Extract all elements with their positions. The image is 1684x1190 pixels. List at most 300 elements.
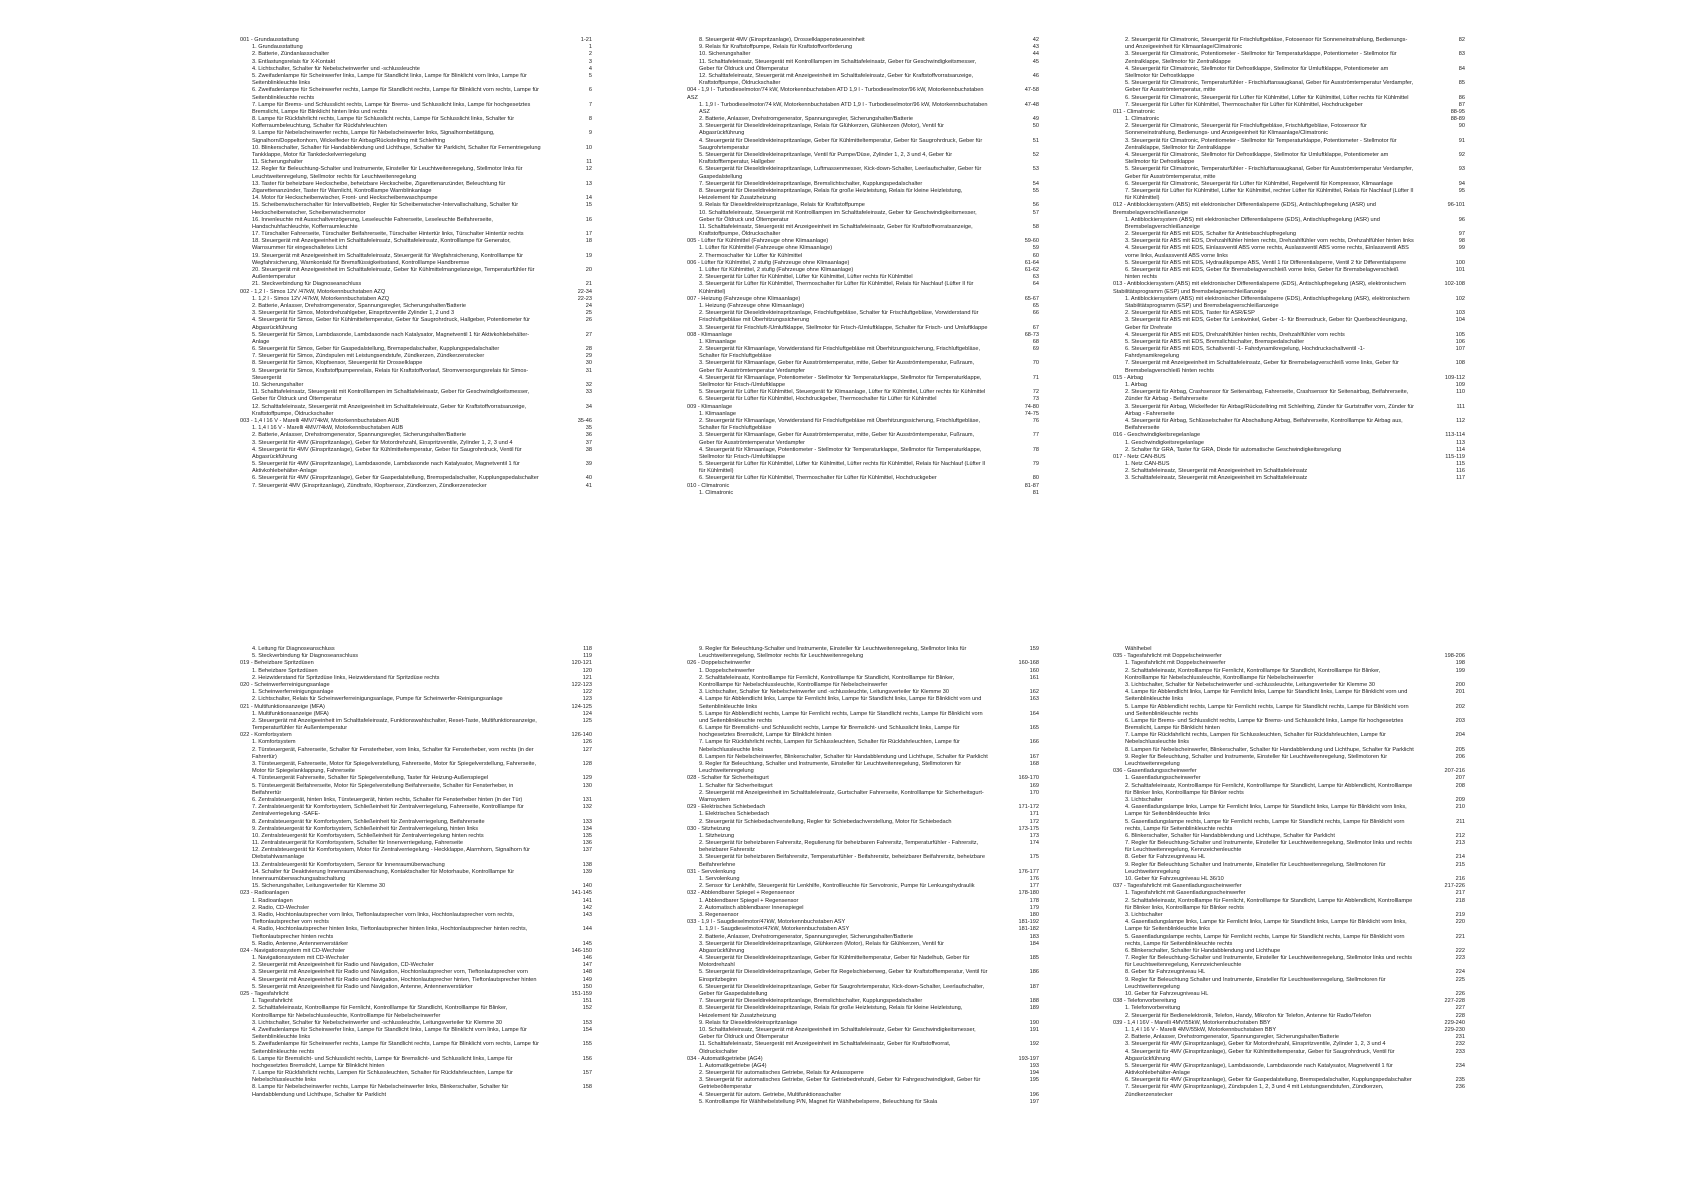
toc-entry-page: 68 [1032, 338, 1039, 345]
toc-entry [1113, 95, 1465, 102]
toc-entry [240, 668, 592, 675]
toc-entry-page: 76 [1032, 417, 1039, 424]
toc-entry-title: 3. Steuergerät für Frischluft-/Umluftklappe, Stellmotor für Frisch-/Umluftklappe, Schalter für Frisch- und Umluftklappe [699, 324, 988, 331]
toc-entry-page: 173-175 [1018, 825, 1039, 832]
toc-entry-page: 64 [1032, 281, 1039, 288]
toc-entry-page: 117 [1456, 475, 1465, 482]
toc-entry-page: 111 [1456, 403, 1465, 410]
toc-entry-title: 15. Scheibenwischerschalter für Intervallbetrieb, Regler für Scheibenwischer-Intervallschaltung, Schalter für Heckscheibenwischer, Scheibenwischermotor [252, 202, 519, 216]
toc-entry [1113, 238, 1465, 245]
toc-entry-title: 032 - Abblendbarer Spiegel + Regensensor [687, 890, 795, 897]
toc-entry-page: 228 [1455, 1012, 1465, 1019]
toc-entry-page: 101 [1455, 267, 1465, 273]
toc-entry-title: 4. Gasentladungslampe links, Lampe für Fernlicht links, Lampe für Standlicht links, Lampe für Blinklicht vorn links, Lampe für Seitenblinkleuchte links [1125, 919, 1407, 933]
toc-entry-title: 1. Geschwindigkeitsregelanlage [1125, 439, 1204, 446]
toc-entry-page: 207-216 [1444, 768, 1465, 775]
toc-entry-page: 72 [1032, 389, 1039, 396]
toc-entry [240, 317, 592, 331]
toc-entry [1113, 732, 1465, 746]
toc-entry-page: 205 [1455, 746, 1465, 753]
toc-entry-page: 107 [1455, 346, 1465, 353]
toc-entry-title: 3. Steuergerät für Simos, Motordrehzahlgeber, Einspritzventile Zylinder 1, 2 und 3 [252, 310, 455, 317]
toc-entry-title: 7. Steuergerät mit Anzeigeeinheit im Schalttafeleinsatz, Geber für Bremsbelagverschleiß vorne links, Geber für Bremsbelagverschleiß hinten rechts [1125, 360, 1399, 374]
toc-entry-page: 167 [1029, 753, 1039, 760]
toc-entry [240, 998, 592, 1005]
toc-entry [1113, 188, 1465, 202]
toc-entry-page: 146-150 [571, 947, 592, 954]
toc-entry-title: 7. Regler für Beleuchtung-Schalter und Instrumente, Einsteller für Leuchtweitenregelung, Stellmotor links und rechts für Leuchtweitenregelung, Kennzeichenleuchte [1125, 955, 1412, 969]
toc-entry [240, 984, 592, 991]
toc-entry-page: 184 [1029, 940, 1039, 947]
toc-entry [687, 123, 1039, 137]
toc-entry-page: 4 [588, 65, 592, 72]
toc-entry [687, 1020, 1039, 1027]
toc-entry-title: 3. Steuergerät für ABS mit EDS, Drehzahlfühler hinten rechts, Drehzahlfühler vorn rechts, Drehzahlfühler hinten links [1125, 238, 1414, 245]
toc-entry-title: 5. Zweifadenlampe für Scheinwerfer rechts, Lampe für Standlicht rechts, Lampe für Blinklicht vorn rechts, Lampe für Seitenblinkleuchte rechts [252, 1041, 539, 1055]
toc-entry [1113, 418, 1465, 432]
toc-entry-page: 124-125 [571, 703, 592, 710]
toc-entry [687, 346, 1039, 360]
toc-entry-page: 175 [1029, 854, 1039, 861]
toc-entry [1113, 704, 1465, 718]
toc-entry [687, 152, 1039, 166]
toc-entry-title: 1. 1,9 l - Turbodieselmotor/74 kW, Motorkennbuchstaben ATD 1,9 l - Turbodieselmotor/96 kW, Motorkennbuchstaben ASZ [699, 101, 988, 115]
toc-entry-title: 1. Gasentladungsscheinwerfer [1125, 775, 1201, 782]
toc-entry [1113, 166, 1465, 180]
toc-entry [1113, 783, 1465, 797]
toc-section-heading [240, 732, 592, 739]
toc-entry [240, 44, 592, 51]
toc-entry-page: 81-87 [1024, 482, 1039, 489]
toc-section-heading [240, 890, 592, 897]
toc-entry [687, 73, 1039, 87]
toc-entry [1113, 668, 1465, 682]
toc-entry-page: 29 [585, 353, 592, 360]
toc-entry-title: 2. Heizwiderstand für Spritzdüse links, Heizwiderstand für Spritzdüse rechts [252, 674, 440, 681]
toc-entry-title: 4. Leitung für Diagnoseanschluss [252, 646, 335, 652]
toc-entry [687, 739, 1039, 753]
toc-entry-title: 5. Steuergerät für Lüfter für Kühlmittel, Steuergerät für Klimaanlage, Lüfter für Kühlmittel, Lüfter rechts für Kühlmittel [699, 389, 986, 396]
toc-entry [240, 238, 592, 252]
toc-entry-title: 1. 1,4 l 16 V - Marelli 4MV/55kW, Motorkennbuchstaben BBY [1125, 1026, 1277, 1033]
toc-entry [687, 819, 1039, 826]
toc-entry-title: 2. Batterie, Anlasser, Drehstromgenerator, Spannungsregler, Sicherungshalter/Batterie [252, 432, 466, 439]
toc-entry-title: 2. Steuergerät für Schiebedachverstellung, Regler für Schiebedachverstellung, Motor für Schiebedach [699, 818, 952, 825]
toc-entry-title: 036 - Gasentladungsscheinwerfer [1113, 768, 1197, 775]
toc-entry-page: 198-206 [1444, 653, 1465, 660]
toc-entry [687, 274, 1039, 281]
toc-entry [240, 475, 592, 482]
toc-entry-title: 15. Sicherungshalter, Leitungsverteiler für Klemme 30 [252, 883, 386, 890]
toc-entry-title: 19. Steuergerät mit Anzeigeeinheit im Schalttafeleinsatz, Steuergerät für Wegfahrsicherung, Kontrolllampe für Wegfahrsicherung, Warnkontakt für Bremsflüssigkeitsstand, Kontrolllampe Handbremse [252, 252, 524, 266]
toc-entry-page: 82 [1458, 37, 1465, 43]
toc-entry-title: 3. Steuergerät für Dieseldirekteinspritzanlage, Glühkerzen (Motor), Relais für Glühkerzen, Ventil für Abgasrückführung [699, 940, 944, 954]
toc-entry-title: 6. Lampe für Bremslicht- und Schlusslicht rechts, Lampe für Bremslicht- und Schlusslicht links, Lampe für hochgesetztes Bremslicht, Lampe für Blinklicht hinten [252, 1055, 513, 1069]
toc-entry-page: 35-46 [577, 417, 592, 424]
toc-entry [240, 360, 592, 367]
toc-entry [687, 44, 1039, 51]
toc-entry-page: 154 [582, 1026, 592, 1033]
toc-entry-page: 66 [1032, 310, 1039, 317]
toc-entry [1113, 747, 1465, 754]
toc-entry-page: 70 [1032, 360, 1039, 367]
toc-entry [1113, 934, 1465, 948]
toc-column-top-right [1113, 37, 1465, 483]
toc-entry [240, 797, 592, 804]
toc-entry-title: 8. Lampen für Nebelscheinwerfer, Blinkerschalter, Schalter für Handabblendung und Lichthupe, Schalter für Parklicht [699, 753, 988, 760]
toc-entry-title: 3. Regensensor [699, 911, 739, 918]
toc-entry [1113, 912, 1465, 919]
toc-entry-title: 5. Steckverbindung für Diagnoseanschluss [252, 653, 359, 660]
toc-entry-title: 005 - Lüfter für Kühlmittel (Fahrzeuge ohne Klimaanlage) [687, 238, 829, 245]
toc-section-heading [1113, 768, 1465, 775]
toc-entry-title: 10. Zentralsteuergerät für Komfortsystem, Schließeinheit für Zentralverriegelung hinten rechts [252, 832, 484, 839]
toc-entry-page: 225 [1455, 976, 1465, 983]
toc-entry [687, 375, 1039, 389]
toc-entry-page: 138 [582, 861, 592, 868]
toc-entry [1113, 689, 1465, 703]
toc-entry-title: 5. Steuergerät für Dieseldirekteinspritzanlage, Geber für Regelschieberweg, Geber für Kraftstofftemperatur, Ventil für Einspritzbeginn [699, 969, 988, 983]
toc-entry [687, 833, 1039, 840]
toc-entry-page: 200 [1455, 681, 1465, 688]
toc-entry-page: 51 [1032, 137, 1039, 144]
toc-entry [240, 912, 592, 926]
toc-entry-title: 033 - 1,9 l - Saugdieselmotor/47kW, Motorkennbuchstaben ASY [687, 919, 846, 926]
toc-entry [240, 883, 592, 890]
toc-entry-page: 151-159 [571, 991, 592, 997]
toc-entry-title: 13. Zentralsteuergerät für Komfortsystem, Sensor für Innenraumüberwachung [252, 861, 445, 868]
toc-entry-title: 9. Zentralsteuergerät für Komfortsystem, Schließeinheit für Zentralverriegelung, hinten links [252, 825, 479, 832]
toc-entry [687, 461, 1039, 475]
toc-entry-page: 32 [585, 382, 592, 388]
toc-entry-page: 1 [588, 44, 592, 51]
toc-entry [240, 202, 592, 216]
toc-entry-title: 1. Radioanlagen [252, 897, 293, 904]
toc-entry-page: 217-226 [1444, 883, 1465, 890]
toc-entry-page: 99 [1458, 245, 1465, 252]
toc-entry-page: 65-67 [1024, 295, 1039, 302]
toc-entry-title: 11. Sicherungshalter [252, 159, 303, 166]
toc-entry-title: 037 - Tagesfahrlicht mit Gasentladungsscheinwerfer [1113, 883, 1242, 890]
toc-entry [687, 754, 1039, 761]
toc-entry-page: 137 [582, 847, 592, 854]
toc-entry-page: 30 [585, 360, 592, 367]
toc-entry-title: 12. Schalttafeleinsatz, Steuergerät mit Anzeigeeinheit im Schalttafeleinsatz, Geber für Kraftstoffvorratsanzeige, Kraftstoffpumpe, Öldruckschalter [699, 72, 974, 87]
toc-entry-title: 2. Schalttafeleinsatz, Kontrolllampe für Fernlicht, Kontrolllampe für Standlicht, Kontrolllampe für Blinker, Kontrolllampe für Nebelschlussleuchte, Kontrolllampe für Nebelscheinwerfer [1125, 667, 1381, 681]
toc-entry-title: 7. Lampe für Rückfahrlicht rechts, Lampen für Schlussleuchten, Schalter für Rückfahrleuchten, Lampe für Nebelschlussleuchte links [252, 1070, 513, 1084]
toc-entry-title: 3. Steuergerät für 4MV (Einspritzanlage), Geber für Motordrehzahl, Einspritzventile, Zylinder 1, 2, 3 und 4 [252, 439, 513, 446]
toc-entry-title: 2. Steuergerät für ABS mit EDS, Taster für ASR/ESP [1125, 310, 1255, 317]
toc-entry-title: 1. Beheizbare Spritzdüsen [252, 667, 318, 674]
toc-entry-page: 162 [1029, 689, 1039, 696]
toc-entry-page: 46 [1032, 72, 1039, 79]
toc-entry-page: 16 [585, 216, 592, 223]
toc-entry-page: 185 [1029, 955, 1039, 962]
toc-entry [240, 353, 592, 360]
toc-entry-title: 6. Steuergerät für Lüfter für Kühlmittel, Thermoschalter für Lüfter für Kühlmittel, Hochdruckgeber [699, 475, 937, 482]
toc-entry [687, 783, 1039, 790]
toc-entry-title: 9. Lampe für Nebelscheinwerfer rechts, Lampe für Nebelscheinwerfer links, Signalhornbetätigung, Signalhorn/Doppeltonhorn, Wickelfeder für Airbag/Rückstellring mit Schleifring [252, 130, 495, 144]
toc-entry-page: 11 [586, 159, 592, 166]
toc-entry-page: 222 [1455, 947, 1465, 954]
toc-entry [240, 840, 592, 847]
toc-entry [687, 475, 1039, 482]
toc-entry [1113, 854, 1465, 861]
toc-entry-page: 203 [1455, 717, 1465, 724]
toc-entry-page: 40 [585, 475, 592, 482]
toc-entry [1113, 310, 1465, 317]
toc-entry-page: 94 [1458, 180, 1465, 187]
toc-entry-page: 134 [582, 825, 592, 832]
toc-entry-page: 12 [585, 166, 592, 173]
toc-entry-page: 158 [582, 1084, 592, 1091]
toc-entry [1113, 260, 1465, 267]
toc-entry-title: 5. Steuergerät für Dieseldirekteinspritzanlage, Ventil für Pumpe/Düse, Zylinder 1, 2, 3 und 4, Geber für Kraftstofftemperatur, Hallgeber [699, 152, 953, 166]
toc-entry-page: 98 [1458, 238, 1465, 245]
toc-entry-title: 11. Schalttafeleinsatz, Steuergerät mit Kontrolllampen im Schalttafeleinsatz, Geber für Geschwindigkeitsmesser, Geber für Öldruck und Öltemperatur [699, 58, 977, 72]
toc-entry-page: 119 [583, 653, 592, 660]
toc-entry-page: 47-58 [1024, 87, 1039, 94]
toc-entry [687, 725, 1039, 739]
toc-entry [240, 59, 592, 66]
toc-entry-title: 2. Steuergerät für Climatronic, Steuergerät für Frischluftgebläse, Frischluftgebläse, Fotosensor für Sonneneinstrahlung, Bedienungs- und Anzeigeeinheit für Klimaanlage/Climatronic [1125, 123, 1367, 137]
toc-entry-page: 196 [1029, 1091, 1039, 1098]
toc-entry-title: 7. Steuergerät für 4MV (Einspritzanlage), Zündspulen 1, 2, 3 und 4 mit Leistungsendstufen, Zündkerzen, Zündkerzenstecker [1125, 1084, 1384, 1098]
toc-entry-title: 6. Steuergerät für 4MV (Einspritzanlage), Geber für Gaspedalstellung, Bremspedalschalter, Kupplungspedalschalter [1125, 1077, 1412, 1084]
toc-entry-title: 1. Netz CAN-BUS [1125, 461, 1170, 468]
toc-entry [687, 490, 1039, 497]
toc-entry-page: 136 [582, 840, 592, 847]
toc-section-heading [1113, 653, 1465, 660]
toc-entry-page: 213 [1455, 840, 1465, 847]
toc-entry [1113, 969, 1465, 976]
toc-entry-page: 120-121 [571, 660, 592, 667]
toc-section-heading [687, 660, 1039, 667]
toc-entry [687, 711, 1039, 725]
toc-entry-page: 140 [582, 883, 592, 890]
toc-entry [240, 346, 592, 353]
toc-entry-page: 69 [1032, 346, 1039, 353]
toc-entry [1113, 660, 1465, 667]
toc-entry-title: 3. Türsteuergerät, Fahrerseite, Motor für Spiegelverstellung, Fahrerseite, Motor für Spiegelverstellung, Fahrerseite, Motor für Spiegelanklappung, Fahrerseite [252, 761, 537, 775]
toc-entry-title: 9. Regler für Beleuchtung, Schalter und Instrumente, Einsteller für Leuchtweitenregelung, Stellmotoren für Leuchtweitenregelung [1125, 753, 1388, 767]
toc-entry [687, 1027, 1039, 1041]
toc-entry-page: 17 [585, 231, 592, 238]
toc-entry-title: 7. Steuergerät 4MV (Einspritzanlage), Zündtrafo, Klopfsensor, Zündkerzen, Zündkerzenstecker [252, 482, 487, 489]
toc-entry-title: 1. Klimaanlage [699, 410, 737, 417]
toc-entry-page: 77 [1032, 432, 1039, 439]
toc-entry [687, 389, 1039, 396]
toc-entry-title: 7. Lampe für Brems- und Schlusslicht rechts, Lampe für Brems- und Schlusslicht links, Lampe für hochgesetztes Bremslicht, Lampe für Blinklicht hinten links und rechts [252, 101, 531, 115]
toc-entry-page: 186 [1029, 969, 1039, 976]
toc-entry-title: 038 - Telefonvorbereitung [1113, 998, 1177, 1005]
toc-entry [240, 102, 592, 116]
toc-entry-page: 81 [1032, 489, 1039, 496]
toc-entry-page: 15 [585, 202, 592, 209]
toc-entry [1113, 296, 1465, 310]
toc-entry-title: 2. Steuergerät für automatisches Getriebe, Relais für Anlasssperre [699, 1070, 864, 1077]
toc-entry-page: 127 [582, 746, 592, 753]
toc-entry-page: 28 [585, 346, 592, 353]
toc-entry [240, 898, 592, 905]
toc-entry [687, 447, 1039, 461]
toc-entry-title: 5. Zweifadenlampe für Scheinwerfer links, Lampe für Standlicht links, Lampe für Blinklicht vorn links, Lampe für Seitenblinkleuchte links [252, 72, 527, 87]
toc-entry-page: 214 [1455, 854, 1465, 861]
toc-entry [1113, 1034, 1465, 1041]
toc-section-heading [1113, 454, 1465, 461]
toc-section-heading [240, 418, 592, 425]
toc-entry [240, 87, 592, 101]
toc-entry [240, 382, 592, 389]
toc-entry-page: 65 [1032, 302, 1039, 309]
toc-entry-page: 5 [588, 72, 592, 79]
toc-entry-title: 6. Steuergerät für Lüfter für Kühlmittel, Hochdruckgeber, Thermoschalter für Lüfter für Kühlmittel [699, 396, 937, 403]
toc-entry-page: 61-64 [1024, 259, 1039, 266]
toc-entry-title: 2. Steuergerät für ABS mit EDS, Schalter für Antriebsschlupfregelung [1125, 231, 1297, 238]
toc-entry-page: 36 [585, 432, 592, 439]
toc-entry-page: 170 [1029, 789, 1039, 796]
toc-entry-page: 204 [1455, 732, 1465, 739]
toc-entry-title: 21. Steckverbindung für Diagnoseanschluss [252, 281, 362, 288]
toc-entry-title: 10. Geber für Fahrzeugniveau HL [1125, 991, 1209, 997]
toc-entry-title: 5. Steuergerät für Climatronic, Temperaturfühler - Frischluftansaugkanal, Geber für Ausströmtemperatur Verdampfer, Geber für Ausströmtemperatur, mitte [1125, 166, 1414, 180]
toc-entry [1113, 718, 1465, 732]
toc-entry-title: 1. Komfortsystem [252, 739, 296, 746]
toc-entry-page: 169 [1029, 782, 1039, 789]
toc-entry-page: 165 [1029, 725, 1039, 732]
toc-section-heading [687, 869, 1039, 876]
toc-entry-page: 26 [585, 317, 592, 324]
toc-entry-title: 1. Navigationssystem mit CD-Wechsler [252, 955, 349, 962]
toc-entry-title: 3. Steuergerät für Klimaanlage, Geber für Ausströmtemperatur, mitte, Geber für Ausströmtemperatur, Fußraum, Geber für Ausströmtemperatur Verdampfer [699, 432, 975, 446]
toc-entry [240, 646, 592, 653]
toc-entry-title: 2. Schalttafeleinsatz, Kontrolllampe für Fernlicht, Kontrolllampe für Standlicht, Lampe für Abblendlicht, Kontrolllampe für Blinker links, Kontrolllampe für Blinker rechts [1125, 782, 1413, 796]
toc-entry-title: 3. Steuergerät für 4MV (Einspritzanlage), Geber für Motordrehzahl, Einspritzventile, Zylinder 1, 2, 3 und 4 [1125, 1041, 1386, 1048]
toc-entry-title: 9. Regler für Beleuchtung, Schalter und Instrumente, Einsteller für Leuchtweitenregelung, Stellmotoren für Leuchtweitenregelung [699, 761, 962, 775]
toc-entry-page: 102 [1455, 295, 1465, 302]
toc-section-heading [687, 804, 1039, 811]
toc-entry-title: 8. Steuergerät für Dieseldirekteinspritzanlage, Relais für große Heizleistung, Relais für kleine Heizleistung, Heizelement für Zusatzheizung [699, 1005, 963, 1019]
toc-entry-title: 2. Steuergerät mit Anzeigeeinheit im Schalttafeleinsatz, Funktionswahlschalter, Reset-Taste, Multifunktionsanzeige, Temperaturfühler für Außentemperatur [252, 717, 537, 732]
toc-entry-title: 8. Steuergerät für Simos, Klopfsensor, Steuergerät für Drosselklappe [252, 360, 423, 367]
toc-entry-title: 1. Lüfter für Kühlmittel, 2 stufig (Fahrzeuge ohne Klimaanlage) [699, 267, 854, 273]
toc-entry-page: 177 [1029, 883, 1039, 890]
toc-entry-page: 71 [1032, 374, 1039, 381]
toc-entry [1113, 404, 1465, 418]
toc-entry-title: 6. Steuergerät für Climatronic, Steuergerät für Lüfter für Kühlmittel, Regelventil für Kompressor, Klimaanlage [1125, 180, 1393, 187]
toc-entry-title: 4. Steuergerät für Climatronic, Stellmotor für Defrostklappe, Stellmotor für Umluftklappe, Potentiometer am Stellmotor für Defrostklappe [1125, 152, 1389, 166]
toc-entry-page: 67 [1032, 324, 1039, 331]
toc-entry-title: 4. Steuergerät für Airbag, Schlüsselschalter für Abschaltung Airbag, Beifahrerseite, Kontrolllampe für Airbag aus, Beifahrerseite [1125, 417, 1403, 432]
toc-entry-title: 6. Blinkerschalter, Schalter für Handabblendung und Lichthupe, Schalter für Parklicht [1125, 832, 1335, 839]
toc-section-heading [240, 704, 592, 711]
toc-entry-page: 6 [588, 87, 592, 94]
toc-section-heading [240, 991, 592, 998]
toc-entry [1113, 346, 1465, 360]
toc-entry-page: 235 [1455, 1077, 1465, 1084]
toc-entry-title: 3. Steuergerät für ABS mit EDS, Geber für Lenkwinkel, Geber -1- für Bremsdruck, Geber für Querbeschleunigung, Geber für Drehrate [1125, 317, 1407, 331]
toc-entry-title: 1. 1,9 l - Saugdieselmotor/47kW, Motorkennbuchstaben ASY [699, 926, 850, 933]
toc-entry [1113, 1005, 1465, 1012]
toc-column-top-left [240, 37, 592, 490]
toc-entry-page: 38 [585, 446, 592, 453]
toc-entry-title: 2. Steuergerät für Klimaanlage, Vorwiderstand für Frischluftgebläse mit Überhitzungssicherung, Frischluftgebläse, Schalter für Frischluftgebläse [699, 346, 981, 360]
toc-entry [687, 689, 1039, 696]
toc-entry-page: 201 [1455, 689, 1465, 696]
toc-entry-page: 35 [585, 425, 592, 432]
toc-entry-title: 4. Steuergerät für Klimaanlage, Potentiometer - Stellmotor für Temperaturklappe, Stellmotor für Temperaturklappe, Stellmotor für Frisch-/Umluftklappe [699, 446, 982, 460]
toc-entry-page: 124 [582, 710, 592, 717]
toc-entry [1113, 317, 1465, 331]
toc-entry-page: 132 [582, 804, 592, 811]
toc-entry-page: 18 [585, 238, 592, 245]
toc-entry-page: 176 [1029, 876, 1039, 882]
toc-entry-title: 5. Steuergerät für 4MV (Einspritzanlage), Lambdasonde, Lambdasonde nach Katalysator, Magnetventil 1 für Aktivkohlebehälter-Anlage [1125, 1062, 1393, 1077]
toc-entry-page: 49 [1032, 116, 1039, 123]
toc-entry-title: 7. Steuergerät für Lüfter für Kühlmittel, Thermoschalter für Lüfter für Kühlmittel, Hochdruckgeber [1125, 101, 1363, 108]
toc-entry-page: 169-170 [1018, 775, 1039, 782]
toc-entry [1113, 217, 1465, 231]
toc-entry-title: 039 - 1,4 l 16V - Marelli 4MV/55kW, Motorkennbuchstaben BBY [1113, 1019, 1271, 1026]
toc-section-heading [1113, 883, 1465, 890]
toc-entry-page: 7 [588, 101, 592, 108]
toc-entry-page: 122 [582, 689, 592, 696]
toc-entry [240, 51, 592, 58]
toc-entry-page: 97 [1458, 231, 1465, 238]
toc-entry-page: 74-75 [1024, 410, 1039, 417]
toc-entry-title: 5. Gasentladungslampe rechts, Lampe für Fernlicht rechts, Lampe für Standlicht rechts, Lampe für Blinklicht vorn rechts, Lampe für Seitenblinkleuchte rechts [1125, 933, 1405, 947]
toc-entry-page: 19 [585, 252, 592, 259]
toc-entry-title: 002 - 1,2 l - Simos 12V /47kW, Motorkennbuchstaben AZQ [240, 288, 386, 295]
toc-entry-page: 78 [1032, 446, 1039, 453]
toc-entry-title: 16. Innenleuchte mit Ausschaltverzögerung, Leseleuchte Fahrerseite, Leseleuchte Beifahrerseite, Handschuhfachleuchte, Kofferraumleuchte [252, 216, 493, 230]
toc-entry [1113, 468, 1465, 475]
toc-entry-page: 227 [1455, 1005, 1465, 1012]
toc-entry [240, 145, 592, 159]
toc-entry-page: 188 [1029, 998, 1039, 1005]
toc-entry-title: 003 - 1,4 l 16 V - Marelli 4MV/74kW, Motorkennbuchstaben AUB [240, 417, 400, 424]
toc-entry-page: 193 [1029, 1062, 1039, 1069]
toc-entry-page: 63 [1032, 274, 1039, 281]
toc-entry [687, 37, 1039, 44]
toc-entry-page: 87 [1458, 101, 1465, 108]
toc-entry-title: 4. Steuergerät für Simos, Geber für Kühlmitteltemperatur, Geber für Saugrohrdruck, Hallgeber, Potentiometer für Abgasrückführung [252, 317, 530, 331]
toc-entry-page: 73 [1032, 396, 1039, 403]
toc-entry-title: 1. Lüfter für Kühlmittel (Fahrzeuge ohne Klimaanlage) [699, 245, 833, 252]
toc-entry-title: 14. Schalter für Deaktivierung Innenraumüberwachung, Kontaktschalter für Motorhaube, Kontrolllampe für Innenraumüberwachungsabschaltung [252, 868, 515, 882]
toc-entry-page: 221 [1455, 933, 1465, 940]
toc-entry [240, 425, 592, 432]
toc-entry-title: 2. Lichtschalter, Relais für Scheinwerferreinigungsanlage, Pumpe für Scheinwerfer-Reinigungsanlage [252, 696, 503, 703]
toc-entry-title: 016 - Geschwindigkeitsregelanlage [1113, 432, 1201, 439]
toc-entry-page: 160-168 [1018, 660, 1039, 667]
toc-entry-page: 125 [582, 717, 592, 724]
toc-entry [240, 819, 592, 826]
toc-entry-page: 120 [582, 667, 592, 674]
toc-entry-title: 024 - Navigationssystem mit CD-Wechsler [240, 947, 345, 954]
toc-entry [1113, 754, 1465, 768]
toc-entry-title: 2. Thermoschalter für Lüfter für Kühlmittel [699, 252, 803, 259]
toc-entry-page: 171-172 [1018, 804, 1039, 811]
toc-entry-title: 8. Geber für Fahrzeugniveau HL [1125, 969, 1206, 976]
toc-entry-title: 6. Zentralsteuergerät, hinten links, Türsteuergerät, hinten rechts, Schalter für Fensterheber hinten (in der Tür) [252, 796, 523, 803]
toc-entry [687, 224, 1039, 238]
toc-entry-title: 6. Steuergerät für Simos, Geber für Gaspedalstellung, Bremspedalschalter, Kupplungspedalschalter [252, 346, 500, 353]
toc-section-heading [240, 289, 592, 296]
toc-entry-title: 1. Scheinwerferreinigungsanlage [252, 689, 334, 696]
toc-entry-title: 8. Lampen für Nebelscheinwerfer, Blinkerschalter, Schalter für Handabblendung und Lichthupe, Schalter für Parklicht [1125, 746, 1414, 753]
toc-entry [240, 159, 592, 166]
